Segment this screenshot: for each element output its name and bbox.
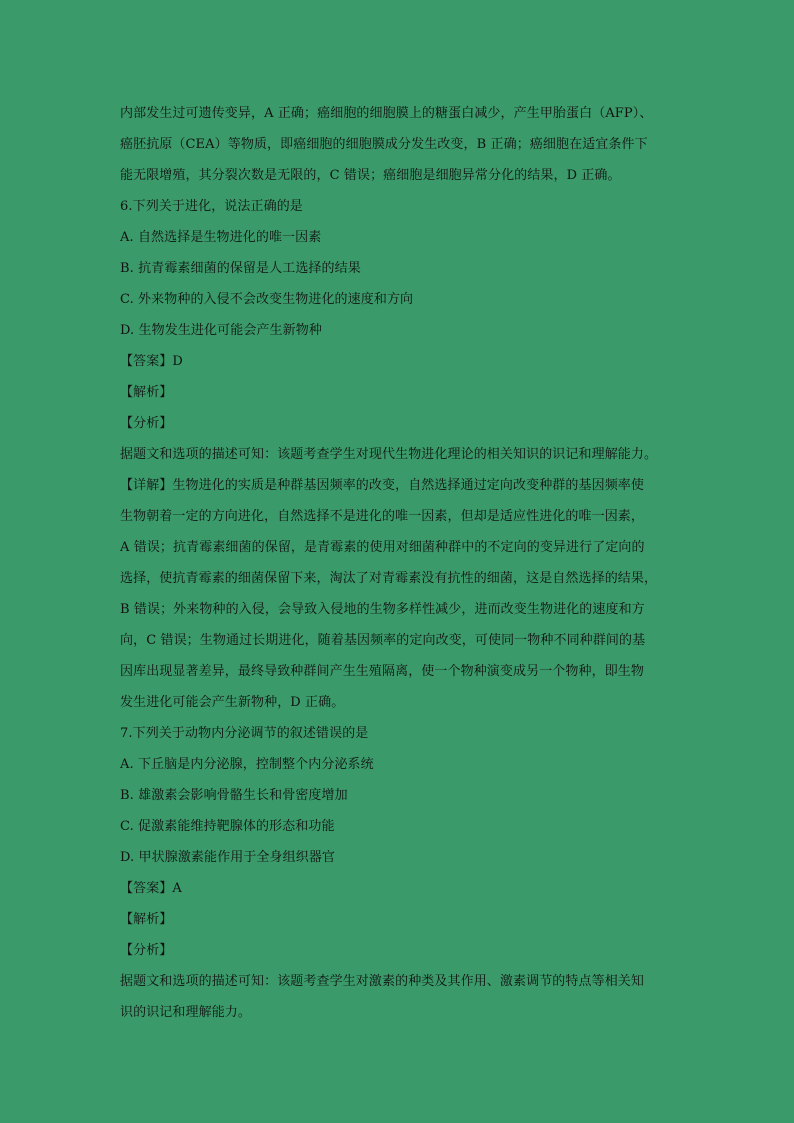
option-a: A. 自然选择是生物进化的唯一因素 [120, 230, 322, 245]
analysis-label: 【解析】 [120, 385, 173, 400]
option-d: D. 甲状腺激素能作用于全身组织器官 [120, 850, 336, 865]
document-page [120, 98, 686, 1028]
detail-line: 生物朝着一定的方向进化，自然选择不是进化的唯一因素，但却是适应性进化的唯一因素， [120, 509, 645, 524]
breakdown-label: 【分析】 [120, 943, 173, 958]
detail-line: B 错误；外来物种的入侵，会导致入侵地的生物多样性减少，进而改变生物进化的速度和方 [120, 602, 645, 617]
detail-line: 选择，使抗青霉素的细菌保留下来，淘汰了对青霉素没有抗性的细菌，这是自然选择的结果， [120, 571, 658, 586]
detail-line: 【详解】生物进化的实质是种群基因频率的改变，自然选择通过定向改变种群的基因频率使 [120, 478, 645, 493]
question-stem: 6.下列关于进化，说法正确的是 [120, 199, 303, 214]
analysis-label: 【解析】 [120, 912, 173, 927]
option-c: C. 促激素能维持靶腺体的形态和功能 [120, 819, 335, 834]
detail-line: A 错误；抗青霉素细菌的保留，是青霉素的使用对细菌种群中的不定向的变异进行了定向的 [120, 540, 645, 555]
answer-label: 【答案】A [120, 881, 182, 896]
option-a: A. 下丘脑是内分泌腺，控制整个内分泌系统 [120, 757, 374, 772]
option-b: B. 抗青霉素细菌的保留是人工选择的结果 [120, 261, 361, 276]
paragraph-line: 据题文和选项的描述可知：该题考查学生对现代生物进化理论的相关知识的识记和理解能力。 [120, 447, 658, 462]
paragraph-line: 能无限增殖，其分裂次数是无限的，C 错误；癌细胞是细胞异常分化的结果，D 正确。 [120, 168, 621, 183]
paragraph-line: 内部发生过可遗传变异，A 正确；癌细胞的细胞膜上的糖蛋白减少，产生甲胎蛋白（AFP）、 [120, 106, 653, 121]
detail-line: 向，C 错误；生物通过长期进化，随着基因频率的定向改变，可使同一物种不同种群间的基 [120, 633, 646, 648]
detail-line: 因库出现显著差异，最终导致种群间产生生殖隔离，使一个物种演变成另一个物种，即生物 [120, 664, 645, 679]
detail-line: 发生进化可能会产生新物种，D 正确。 [120, 695, 345, 710]
option-d: D. 生物发生进化可能会产生新物种 [120, 323, 322, 338]
paragraph-line: 识的识记和理解能力。 [120, 1005, 252, 1020]
paragraph-line: 据题文和选项的描述可知：该题考查学生对激素的种类及其作用、激素调节的特点等相关知 [120, 974, 645, 989]
paragraph-line: 癌胚抗原（CEA）等物质，即癌细胞的细胞膜成分发生改变，B 正确；癌细胞在适宜条件下 [120, 137, 648, 152]
option-b: B. 雄激素会影响骨骼生长和骨密度增加 [120, 788, 348, 803]
answer-label: 【答案】D [120, 354, 183, 369]
question-stem: 7.下列关于动物内分泌调节的叙述错误的是 [120, 726, 369, 741]
breakdown-label: 【分析】 [120, 416, 173, 431]
option-c: C. 外来物种的入侵不会改变生物进化的速度和方向 [120, 292, 414, 307]
